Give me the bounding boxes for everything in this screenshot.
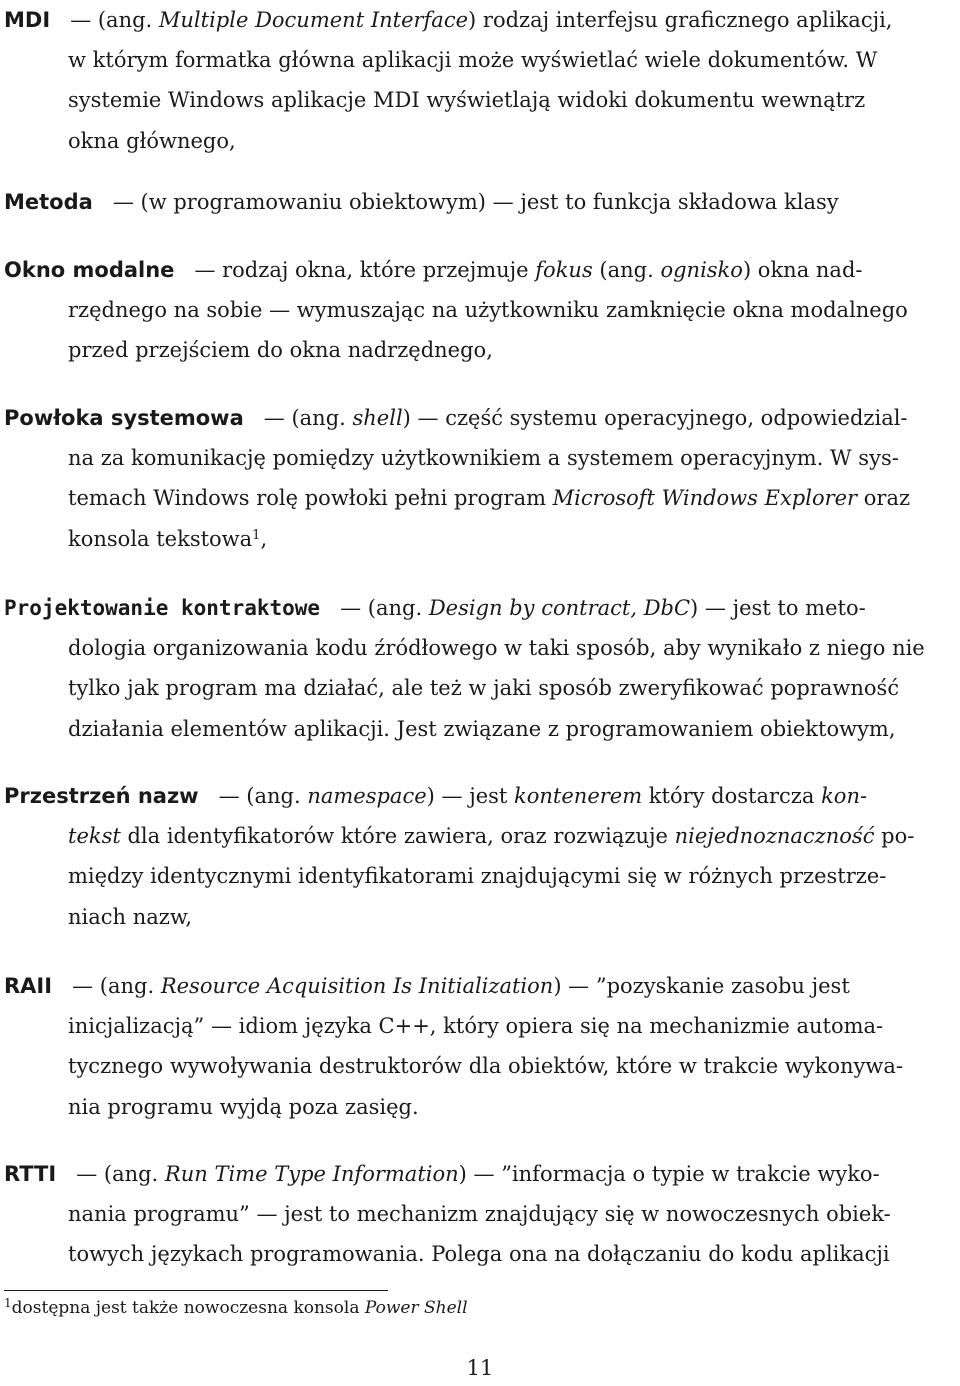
entry-line: nia programu wyjdą poza zasięg.: [68, 1094, 419, 1119]
glossary-entry-mdi: [4, 0, 956, 161]
glossary-entry-projektowanie-kontraktowe: [4, 588, 956, 749]
entry-line: Przestrzeń nazw — (ang. namespace) — jest kontenerem który dostarcza kon-: [4, 784, 868, 808]
entry-line: Metoda — (w programowaniu obiektowym) — jest to funkcja składowa klasy: [4, 190, 839, 214]
entry-line: Okno modalne — rodzaj okna, które przejmuje fokus (ang. ognisko) okna nad-: [4, 258, 863, 282]
entry-line: Projektowanie kontraktowe — (ang. Design by contract, DbC) — jest to meto-: [4, 596, 866, 620]
glossary-term: MDI: [4, 8, 51, 32]
entry-line: niach nazw,: [68, 904, 192, 929]
entry-line: okna głównego,: [68, 128, 236, 153]
glossary-term: Przestrzeń nazw: [4, 784, 199, 808]
glossary-term: RAII: [4, 974, 53, 998]
entry-line: tekst dla identyfikatorów które zawiera, oraz rozwiązuje niejednoznaczność po-: [68, 824, 915, 849]
footnote: $^1$dostępna jest także nowoczesna konsola Power Shell: [4, 1296, 468, 1318]
entry-line: tylko jak program ma działać, ale też w jaki sposób zweryfikować poprawność: [68, 676, 900, 701]
glossary-term: Powłoka systemowa: [4, 406, 244, 430]
entry-line: przed przejściem do okna nadrzędnego,: [68, 338, 493, 363]
entry-line: towych językach programowania. Polega ona na dołączaniu do kodu aplikacji: [68, 1242, 890, 1267]
glossary-entry-raii: [4, 966, 956, 1127]
glossary-entry-rtti: [4, 1154, 956, 1275]
footnote-reference[interactable]: 1: [252, 527, 261, 543]
entry-line: RAII — (ang. Resource Acquisition Is Initialization) — ”pozyskanie zasobu jest: [4, 974, 850, 998]
entry-line: w którym formatka główna aplikacji może wyświetlać wiele dokumentów. W: [68, 48, 878, 73]
glossary-entry-powloka-systemowa: [4, 398, 956, 559]
entry-line: systemie Windows aplikacje MDI wyświetlają widoki dokumentu wewnątrz: [68, 88, 866, 113]
entry-line: MDI — (ang. Multiple Document Interface) rodzaj interfejsu graficznego aplikacji,: [4, 8, 893, 32]
glossary-entry-okno-modalne: [4, 250, 956, 371]
entry-line: rzędnego na sobie — wymuszając na użytkowniku zamknięcie okna modalnego: [68, 298, 908, 323]
glossary-entry-przestrzen-nazw: [4, 776, 956, 937]
glossary-term: Metoda: [4, 190, 93, 214]
footnote-mark: 1: [4, 1296, 12, 1310]
entry-line: między identycznymi identyfikatorami znajdującymi się w różnych przestrze-: [68, 864, 887, 889]
page-number: 11: [466, 1356, 494, 1380]
entry-line: dologia organizowania kodu źródłowego w taki sposób, aby wynikało z niego nie: [68, 636, 925, 661]
glossary-term: RTTI: [4, 1162, 57, 1186]
entry-line: nania programu” — jest to mechanizm znajdujący się w nowoczesnych obiek-: [68, 1202, 891, 1227]
entry-line: inicjalizacją” — idiom języka C++, który opiera się na mechanizmie automa-: [68, 1014, 884, 1039]
entry-line: działania elementów aplikacji. Jest związane z programowaniem obiektowym,: [68, 716, 896, 741]
entry-line: konsola tekstowa$^1$,: [68, 526, 268, 551]
glossary-entry-metoda: [4, 182, 956, 222]
glossary-term: Okno modalne: [4, 258, 175, 282]
entry-line: tycznego wywoływania destruktorów dla obiektów, które w trakcie wykonywa-: [68, 1054, 904, 1079]
entry-line: temach Windows rolę powłoki pełni program Microsoft Windows Explorer oraz: [68, 486, 911, 511]
entry-line: na za komunikację pomiędzy użytkownikiem a systemem operacyjnym. W sys-: [68, 446, 899, 471]
footnote-divider: [4, 1290, 388, 1291]
entry-line: Powłoka systemowa — (ang. shell) — część systemu operacyjnego, odpowiedzial-: [4, 406, 908, 430]
glossary-term: Projektowanie kontraktowe: [4, 596, 321, 620]
entry-line: RTTI — (ang. Run Time Type Information) — ”informacja o typie w trakcie wyko-: [4, 1162, 880, 1186]
